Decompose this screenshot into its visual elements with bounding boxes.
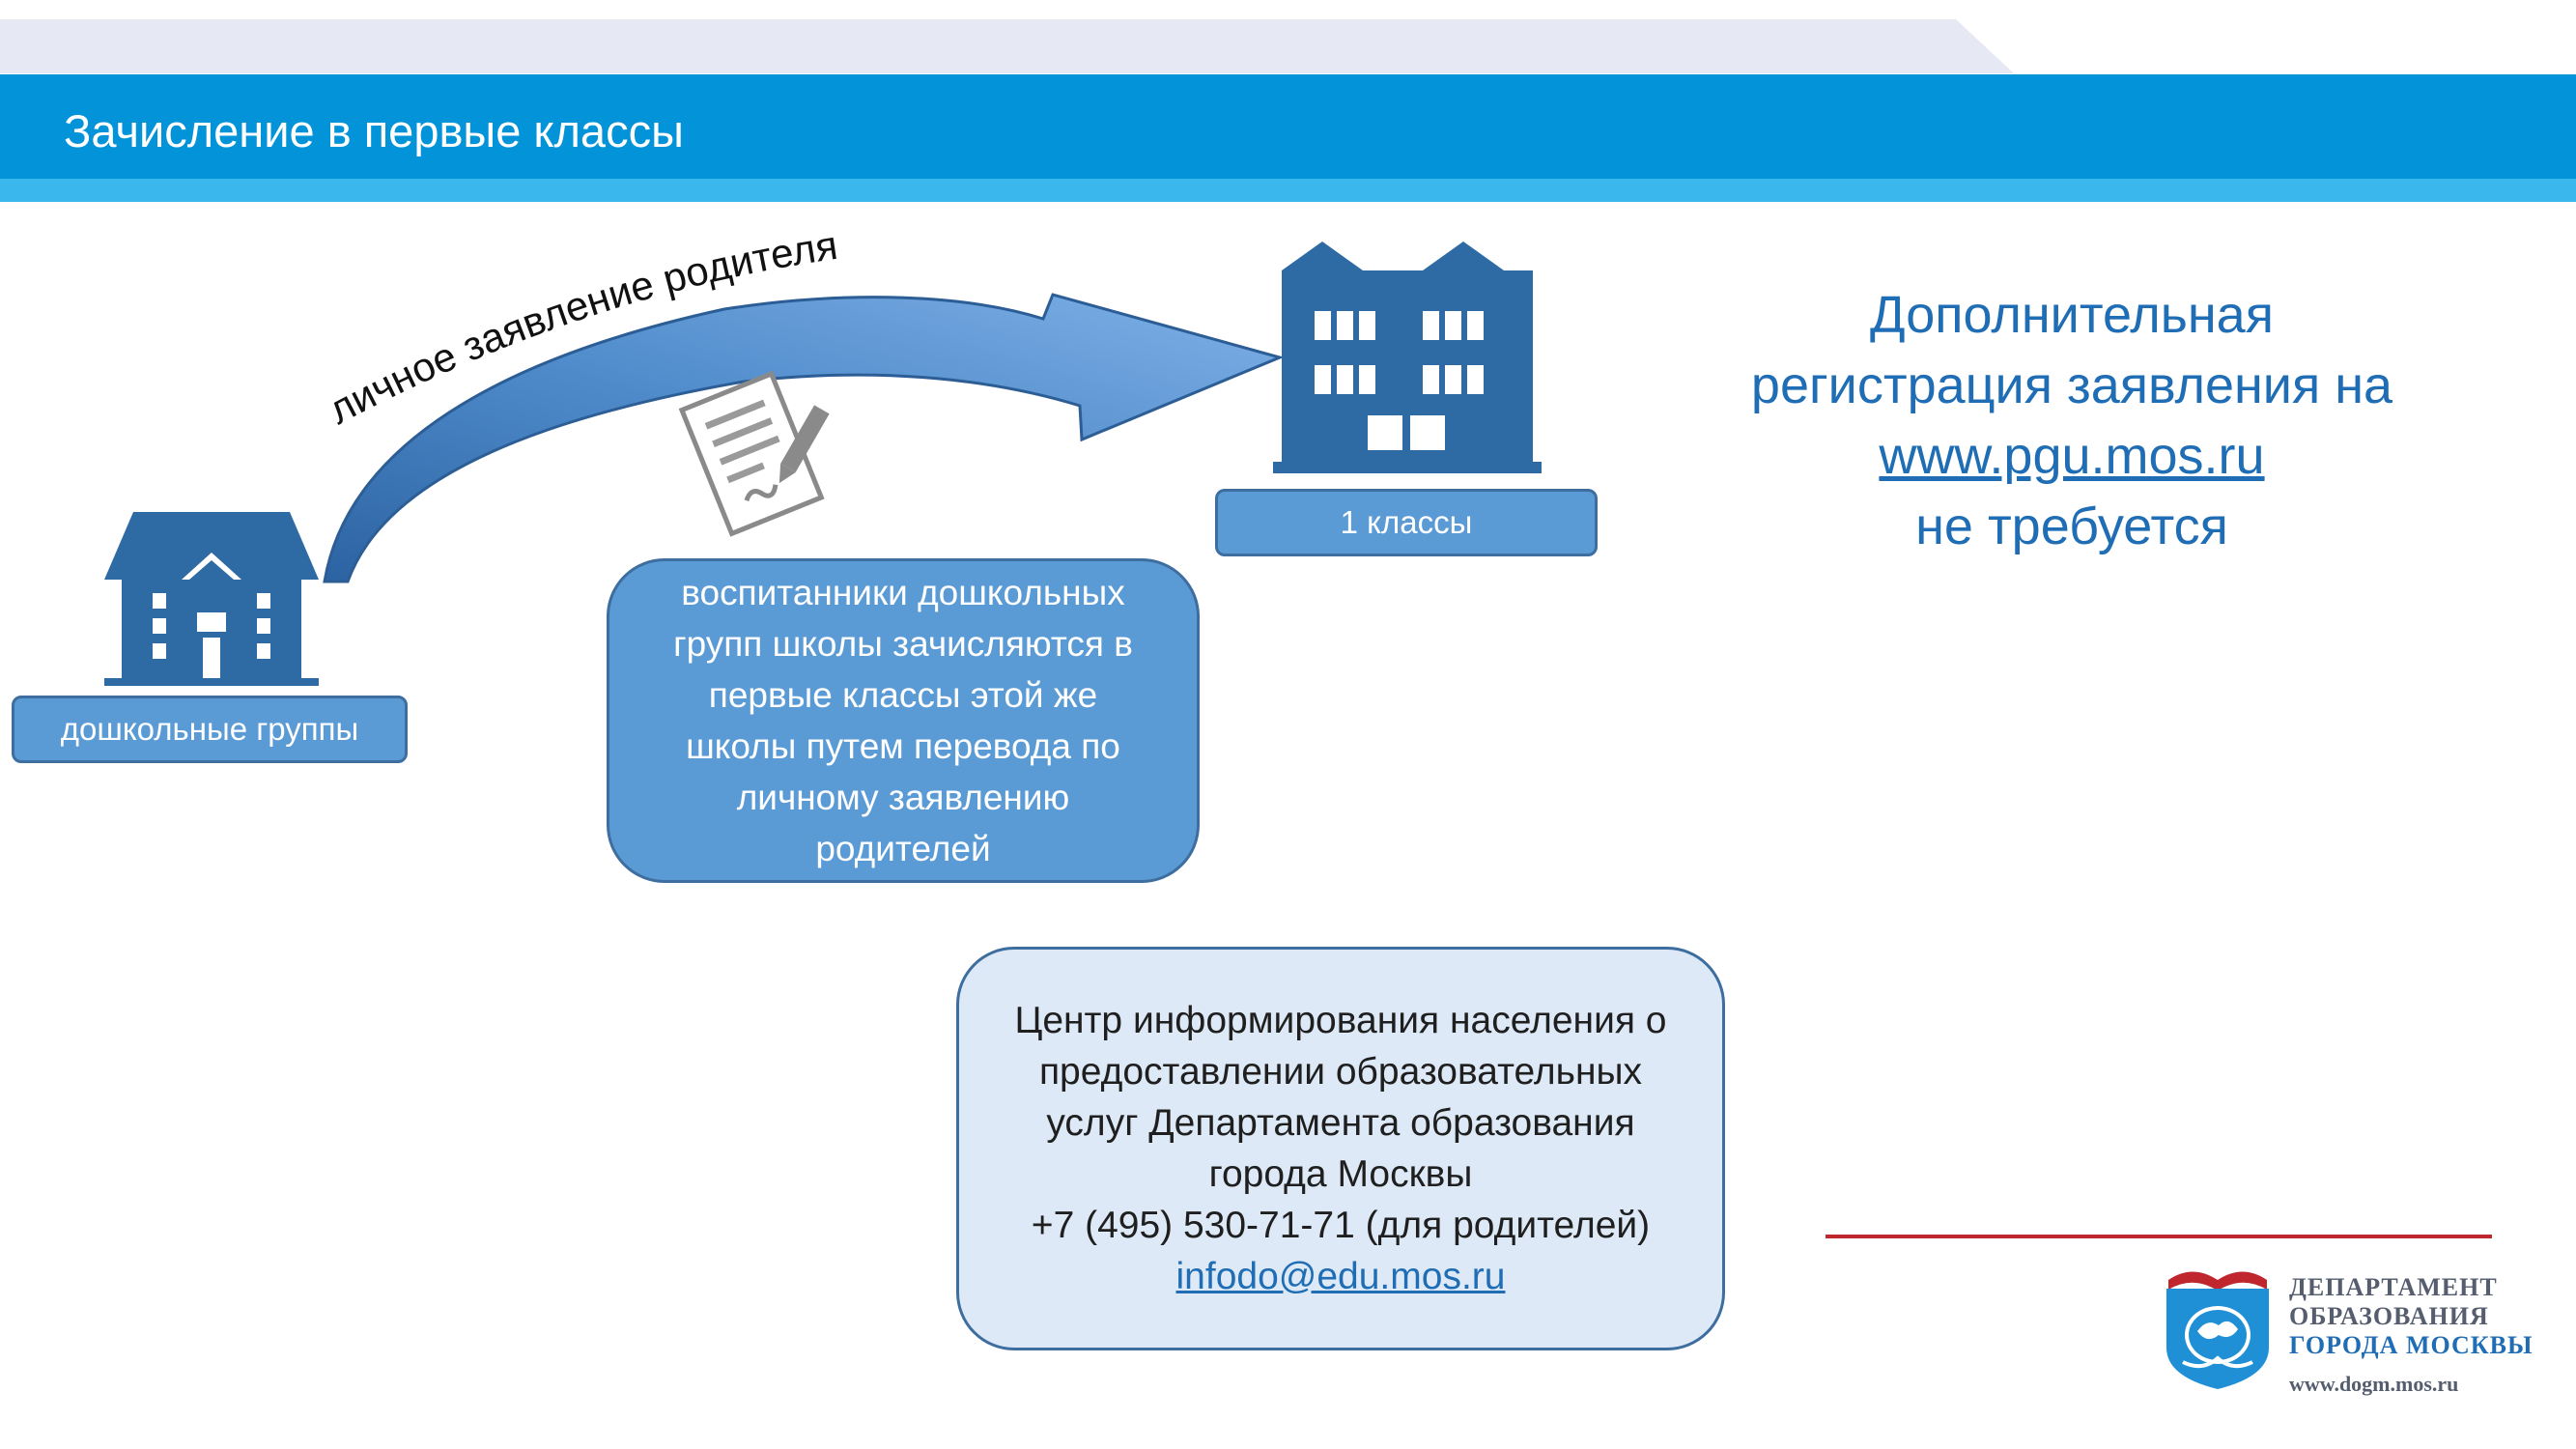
transfer-note-box — [607, 558, 1200, 883]
note-line: воспитанники дошкольных — [681, 573, 1125, 612]
footer-divider — [1826, 1235, 2492, 1238]
additional-registration-note — [1719, 280, 2424, 562]
school-building-icon — [1273, 242, 1542, 473]
email-link[interactable]: infodo@edu.mos.ru — [1175, 1256, 1506, 1297]
source-label-preschool-groups: дошкольные группы — [12, 696, 408, 763]
arrow-label: личное заявление родителя — [321, 222, 841, 433]
note-line: родителей — [815, 829, 991, 868]
note-line: не требуется — [1915, 497, 2228, 555]
logo-emblem-icon — [2159, 1256, 2277, 1391]
phone-line: +7 (495) 530-71-71 (для родителей) — [1031, 1205, 1651, 1246]
logo-title — [2289, 1273, 2550, 1360]
title-bar-underline — [0, 179, 2576, 202]
pgu-link[interactable]: www.pgu.mos.ru — [1879, 427, 2265, 485]
info-center-box — [956, 947, 1725, 1350]
info-line: Центр информирования населения о — [1014, 1000, 1667, 1041]
document-pen-icon — [676, 365, 840, 539]
logo-line: ГОРОДА МОСКВЫ — [2289, 1331, 2534, 1359]
logo-url[interactable]: www.dogm.mos.ru — [2289, 1372, 2459, 1396]
logo-line: ОБРАЗОВАНИЯ — [2289, 1302, 2489, 1330]
header-top-stripe — [0, 19, 2014, 73]
note-line: первые классы этой же — [708, 675, 1098, 715]
page-title: Зачисление в первые классы — [64, 105, 684, 156]
info-line: услуг Департамента образования — [1046, 1102, 1635, 1144]
note-line: регистрация заявления на — [1750, 356, 2393, 414]
transfer-note-text — [673, 567, 1133, 874]
note-line: школы путем перевода по — [686, 726, 1120, 766]
info-line: города Москвы — [1208, 1153, 1473, 1195]
logo-line: ДЕПАРТАМЕНТ — [2289, 1273, 2498, 1301]
target-label-first-grades: 1 классы — [1215, 489, 1598, 556]
note-line: Дополнительная — [1870, 286, 2274, 344]
note-line: личному заявлению — [736, 778, 1070, 817]
house-icon — [104, 512, 319, 686]
info-line: предоставлении образовательных — [1038, 1051, 1643, 1093]
note-line: групп школы зачисляются в — [673, 624, 1133, 664]
